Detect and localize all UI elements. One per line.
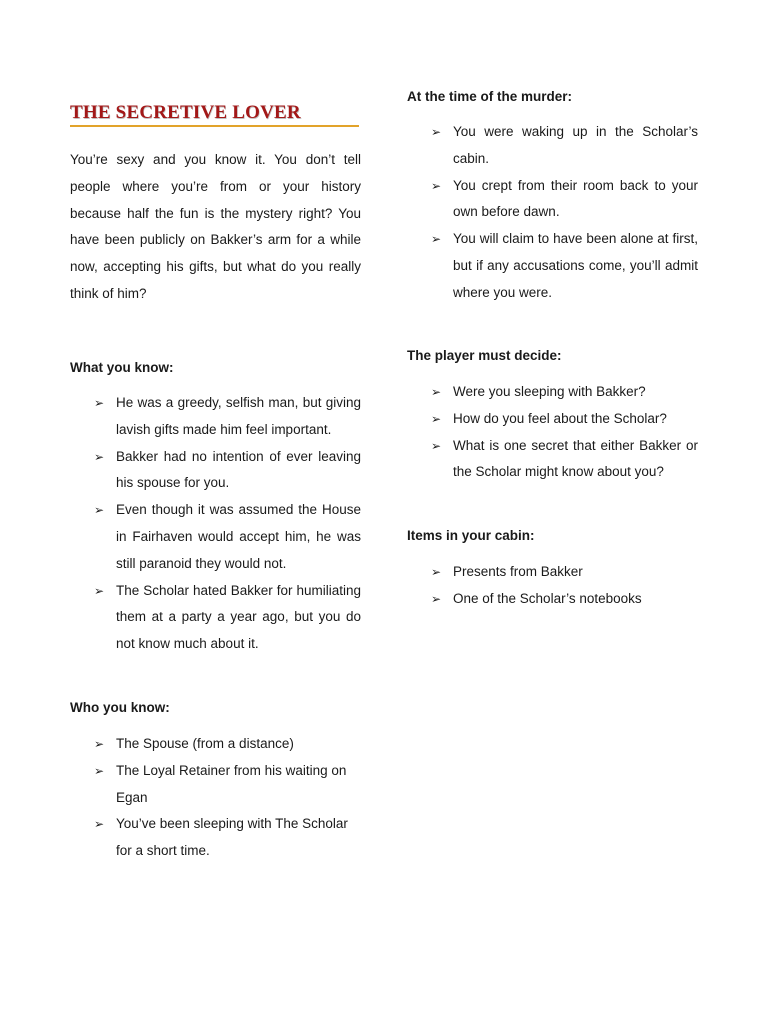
- list-item: ➢ You’ve been sleeping with The Scholar for a short time.: [70, 811, 361, 865]
- list-item: ➢ The Loyal Retainer from his waiting on Egan: [70, 758, 361, 812]
- list-items-in-cabin: [407, 559, 698, 613]
- list-player-must-decide: [407, 379, 698, 486]
- arrow-bullet-icon: ➢: [431, 565, 442, 579]
- list-item: ➢ What is one secret that either Bakker or the Scholar might know about you?: [407, 433, 698, 487]
- list-what-you-know: [70, 390, 361, 658]
- intro-paragraph: You’re sexy and you know it. You don’t tell people where you’re from or your history because half the fun is the mystery right? You have been publicly on Bakker’s arm for a while now, accepting his gifts, but what do you really think of him?: [70, 152, 361, 301]
- arrow-bullet-icon: ➢: [94, 763, 105, 778]
- list-item: ➢ You crept from their room back to your own before dawn.: [407, 173, 698, 227]
- list-time-of-murder: [407, 119, 698, 307]
- list-item: ➢ Even though it was assumed the House in Fairhaven would accept him, he was still paranoid they would not.: [70, 497, 361, 577]
- title-underline: [70, 125, 359, 127]
- arrow-bullet-icon: ➢: [431, 178, 442, 193]
- arrow-bullet-icon: ➢: [431, 385, 442, 399]
- list-item: ➢ How do you feel about the Scholar?: [407, 406, 698, 433]
- page-title: THE SECRETIVE LOVER: [70, 102, 301, 123]
- arrow-bullet-icon: ➢: [94, 817, 105, 832]
- arrow-bullet-icon: ➢: [94, 583, 105, 598]
- arrow-bullet-icon: ➢: [94, 449, 105, 464]
- arrow-bullet-icon: ➢: [431, 591, 442, 606]
- list-item: ➢ You were waking up in the Scholar’s cabin.: [407, 119, 698, 173]
- list-item: ➢ One of the Scholar’s notebooks: [407, 586, 698, 613]
- list-item: ➢ Bakker had no intention of ever leaving his spouse for you.: [70, 444, 361, 498]
- arrow-bullet-icon: ➢: [431, 411, 442, 426]
- list-item: ➢ Presents from Bakker: [407, 559, 698, 586]
- heading-player-must-decide: The player must decide:: [407, 348, 562, 363]
- arrow-bullet-icon: ➢: [431, 125, 442, 139]
- list-item: ➢ You will claim to have been alone at first, but if any accusations come, you’ll admit where you were.: [407, 226, 698, 306]
- arrow-bullet-icon: ➢: [94, 396, 105, 410]
- arrow-bullet-icon: ➢: [431, 438, 442, 453]
- heading-who-you-know: Who you know:: [70, 700, 170, 715]
- list-item: ➢ The Spouse (from a distance): [70, 731, 361, 758]
- heading-time-of-murder: At the time of the murder:: [407, 89, 573, 104]
- arrow-bullet-icon: ➢: [431, 232, 442, 247]
- list-item: ➢ The Scholar hated Bakker for humiliating them at a party a year ago, but you do not know much about it.: [70, 578, 361, 658]
- arrow-bullet-icon: ➢: [94, 737, 105, 751]
- heading-items-in-cabin: Items in your cabin:: [407, 528, 535, 543]
- list-item: ➢ He was a greedy, selfish man, but giving lavish gifts made him feel important.: [70, 390, 361, 444]
- arrow-bullet-icon: ➢: [94, 503, 105, 518]
- list-item: ➢ Were you sleeping with Bakker?: [407, 379, 698, 406]
- heading-what-you-know: What you know:: [70, 360, 174, 375]
- list-who-you-know: [70, 731, 361, 865]
